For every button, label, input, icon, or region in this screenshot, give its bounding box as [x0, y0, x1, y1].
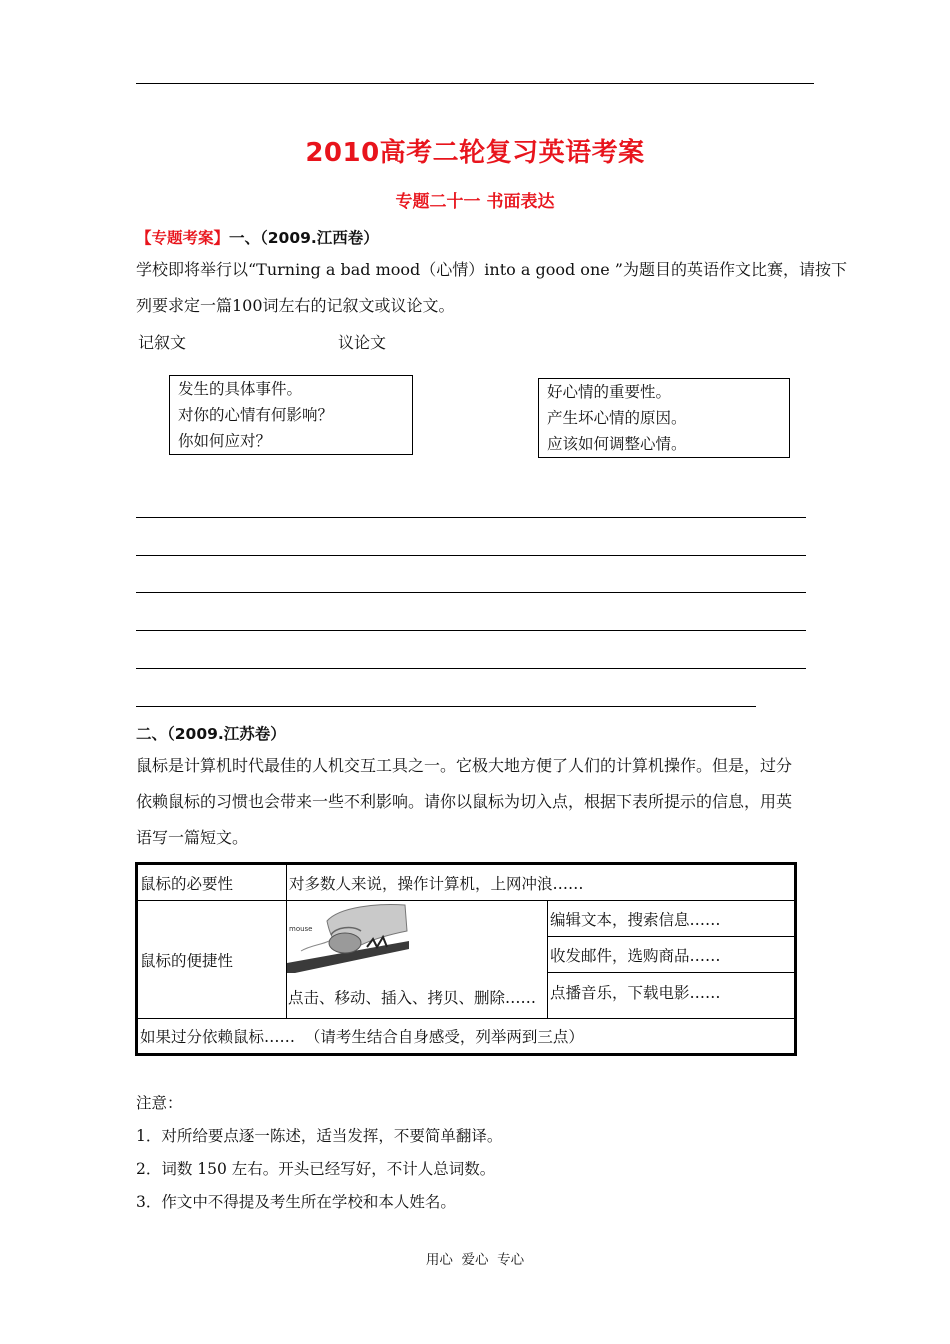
convenience-item: 编辑文本，搜索信息…… — [548, 901, 796, 937]
section2-prompt-line3: 语写一篇短文。 — [136, 828, 249, 847]
writing-line — [136, 706, 756, 707]
note-item: 1．对所给要点逐一陈述，适当发挥，不要简单翻译。 — [136, 1127, 503, 1145]
label-argument: 议论文 — [338, 333, 387, 352]
header-rule — [136, 83, 814, 84]
argument-box — [538, 378, 790, 458]
narrative-box — [169, 375, 413, 455]
argument-item: 产生坏心情的原因。 — [547, 409, 687, 427]
writing-line — [136, 668, 806, 669]
section1-prompt — [136, 252, 847, 324]
section1-heading-text: 一、（2009.江西卷） — [229, 229, 379, 247]
mouse-image-cell — [287, 901, 548, 1019]
mouse-info-table — [135, 862, 797, 1056]
section2-heading: 二、（2009.江苏卷） — [136, 725, 286, 743]
section1-prompt-line1: 学校即将举行以“Turning a bad mood（心情）into a good one ”为题目的英语作文比赛，请按下 — [136, 260, 847, 279]
narrative-item: 发生的具体事件。 — [178, 380, 303, 398]
notes — [136, 1087, 502, 1219]
page-footer: 用心 爱心 专心 — [425, 1252, 525, 1268]
writing-line — [136, 630, 806, 631]
writing-line — [136, 592, 806, 593]
section1-heading — [136, 226, 379, 248]
narrative-item: 对你的心情有何影响？ — [178, 406, 334, 424]
argument-item: 应该如何调整心情。 — [547, 435, 687, 453]
label-narrative: 记叙文 — [138, 333, 187, 352]
row3-content: 如果过分依赖鼠标…… （请考生结合自身感受，列举两到三点） — [137, 1019, 796, 1055]
writing-line — [136, 517, 806, 518]
mouse-image-label: mouse — [289, 925, 313, 933]
section2-prompt-line1: 鼠标是计算机时代最佳的人机交互工具之一。它极大地方便了人们的计算机操作。但是，过分 — [136, 756, 793, 775]
section1-prompt-line2: 列要求定一篇100词左右的记叙文或议论文。 — [136, 296, 455, 315]
argument-item: 好心情的重要性。 — [547, 383, 672, 401]
mouse-hand-image — [287, 901, 409, 973]
convenience-item: 收发邮件，选购商品…… — [548, 937, 796, 973]
section2-prompt — [136, 748, 816, 856]
section2-prompt-line2: 依赖鼠标的习惯也会带来一些不利影响。请你以鼠标为切入点，根据下表所提示的信息，用英 — [136, 792, 793, 811]
notes-title: 注意： — [136, 1094, 183, 1112]
document-title: 2010高考二轮复习英语考案 — [305, 138, 645, 168]
image-caption: 点击、移动、插入、拷贝、删除…… — [288, 989, 537, 1007]
document-subtitle: 专题二十一 书面表达 — [395, 192, 555, 212]
narrative-item: 你如何应对？ — [178, 432, 272, 450]
row2-label: 鼠标的便捷性 — [137, 901, 287, 1019]
writing-line — [136, 555, 806, 556]
row1-label: 鼠标的必要性 — [137, 864, 287, 901]
note-item: 2．词数 150 左右。开头已经写好，不计人总词数。 — [136, 1160, 496, 1178]
convenience-item: 点播音乐，下载电影…… — [548, 973, 796, 1019]
row1-content: 对多数人来说，操作计算机，上网冲浪…… — [287, 864, 796, 901]
note-item: 3．作文中不得提及考生所在学校和本人姓名。 — [136, 1193, 456, 1211]
section1-tag: 【专题考案】 — [136, 229, 230, 247]
